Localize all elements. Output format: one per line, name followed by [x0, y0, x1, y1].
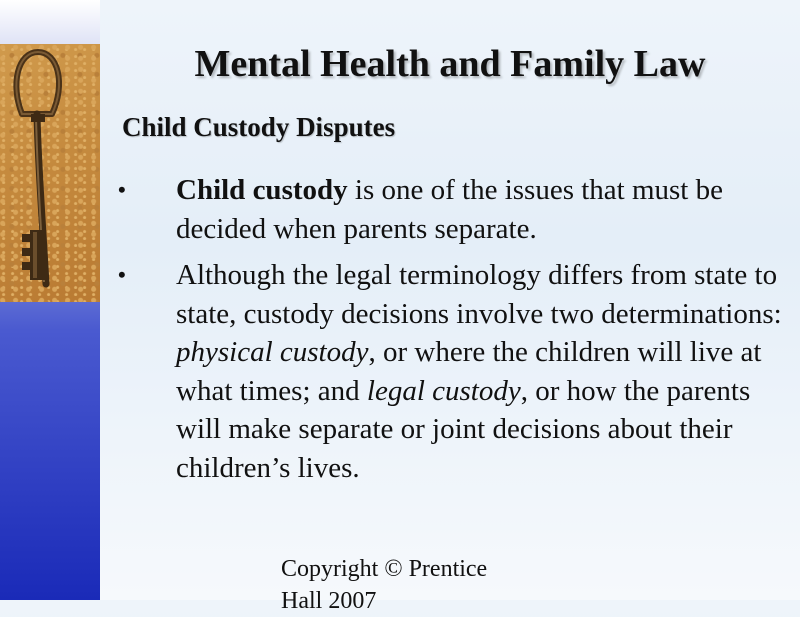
bullet-dot-icon: •	[118, 262, 126, 287]
sidebar-top-fade	[0, 0, 100, 44]
bullet-item	[118, 171, 788, 248]
bullet-dot-icon: •	[118, 177, 126, 202]
term-child-custody: Child custody	[176, 174, 348, 206]
key-photo	[0, 44, 100, 302]
bullet-text: , or how the parents will make separate or joint decisions about their children’s lives.	[176, 374, 751, 484]
bullet-item	[118, 256, 788, 487]
term-legal-custody: legal custody	[366, 374, 521, 407]
term-physical-custody: physical custody	[176, 336, 369, 368]
copyright-footer: Copyright © Prentice Hall 2007	[281, 556, 488, 614]
bullet-list	[118, 171, 788, 495]
slide-subtitle: Child Custody Disputes	[122, 112, 396, 142]
key-icon	[0, 44, 100, 302]
bullet-text: , or where the children will live at what times; and	[176, 336, 762, 407]
slide-title: Mental Health and Family Law	[194, 43, 706, 85]
bullet-text: is one of the issues that must be decided when parents separate.	[176, 174, 723, 245]
bullet-text: Although the legal terminology differs from state to state, custody decisions involve two determinations:	[176, 259, 782, 330]
